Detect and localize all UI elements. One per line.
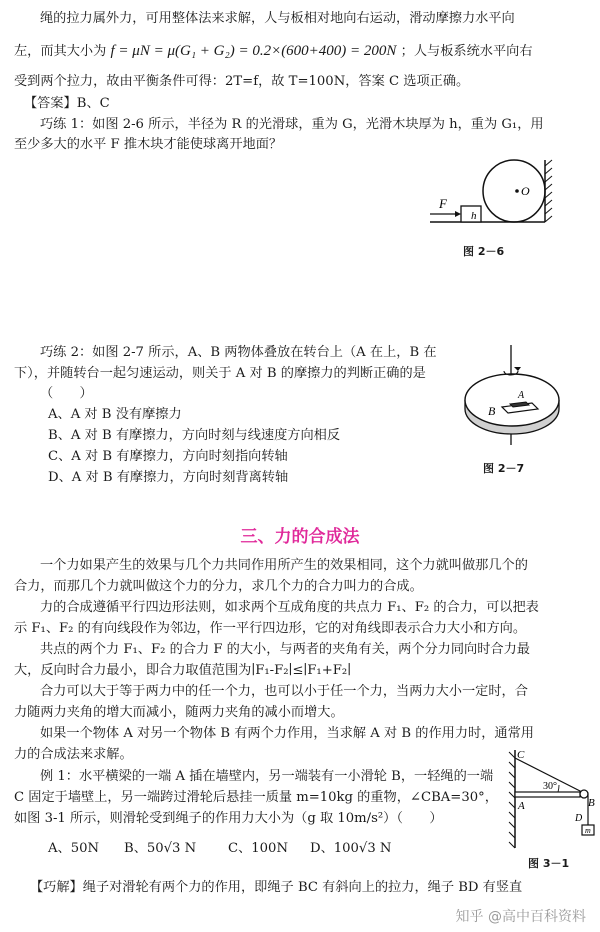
ball-circle: [483, 160, 545, 222]
paragraph-3-line-1: 共点的两个力 F₁、F₂ 的合力 F 的大小，与两者的夹角有关，两个分力同向时合力最: [40, 642, 530, 657]
force-label: F: [439, 196, 447, 211]
example1-line-2: C 固定于墙壁上，另一端跨过滑轮后悬挂一质量 m=10kg 的重物，∠CBA=30°，: [14, 790, 498, 805]
solution-line-2-post: ；人与板系统水平向右: [400, 44, 533, 59]
pulley-b: [580, 790, 588, 798]
solution-line-3: 受到两个拉力，故由平衡条件可得：2T=f，故 T=100N，答案 C 选项正确。: [14, 74, 470, 89]
exercise2-line-3: （ ）: [40, 386, 93, 401]
example1-line-1: 例 1：水平横梁的一端 A 插在墙壁内，另一端装有一小滑轮 B，一轻绳的一端: [40, 769, 494, 784]
solution-line-1: 绳的拉力属外力，可用整体法来求解，人与板相对地向右运动，滑动摩擦力水平向: [40, 11, 515, 26]
block-height-label: h: [471, 210, 477, 222]
figure-2-7-caption: 图 2－7: [483, 462, 525, 475]
paragraph-2-line-2: 示 F₁、F₂ 的有向线段作为邻边，作一平行四边形，它的对角线即表示合力大小和方向。: [14, 621, 527, 636]
hint-line: 【巧解】绳子对滑轮有两个力的作用，即绳子 BC 有斜向上的拉力，绳子 BD 有竖直: [30, 880, 523, 895]
figure-2-6-caption: 图 2－6: [463, 245, 505, 258]
answer-line: 【答案】B、C: [24, 96, 110, 111]
angle-label: 30°: [543, 781, 557, 792]
paragraph-4-line-1: 合力可以大于等于两力中的任一个力，也可以小于任一个力，当两力大小一定时，合: [40, 684, 528, 699]
paragraph-5-line-1: 如果一个物体 A 对另一个物体 B 有两个力作用，当求解 A 对 B 的作用力时，通常用: [40, 726, 534, 741]
angle-arc: [558, 785, 559, 792]
solution-line-2: [14, 42, 533, 61]
paragraph-2-line-1: 力的合成遵循平行四边形法则，如求两个互成角度的共点力 F₁、F₂ 的合力，可以把表: [40, 600, 539, 615]
example1-option-a: A、50N: [48, 841, 100, 856]
point-d-label: D: [575, 813, 583, 824]
ball-center-dot: [515, 189, 519, 193]
solution-line-2-pre: 左，而其大小为: [14, 44, 107, 59]
exercise2-line-2: 下），并随转台一起匀速运动，则关于 A 对 B 的摩擦力的判断正确的是: [14, 366, 426, 381]
exercise2-option-c: C、A 对 B 有摩擦力，方向时刻指向转轴: [48, 449, 288, 464]
paragraph-5-line-2: 力的合成法来求解。: [14, 747, 133, 762]
exercise2-line-1: 巧练 2：如图 2-7 所示，A、B 两物体叠放在转台上（A 在上，B 在: [40, 345, 437, 360]
friction-formula: f = μN = μ(G₁ + G₂) = 0.2×(600+400) = 200N: [110, 43, 397, 59]
rotation-arrowhead: [514, 367, 521, 371]
block-a-label: A: [518, 390, 525, 401]
paragraph-1-line-2: 合力，而那几个力就叫做这个力的分力，求几个力的合力叫力的合成。: [14, 579, 423, 594]
point-c-label: C: [517, 749, 525, 761]
paragraph-4-line-2: 力随两力夹角的增大而减小，随两力夹角的减小而增大。: [14, 705, 344, 720]
block-b-label: B: [488, 404, 496, 418]
ball-center-label: O: [521, 184, 530, 198]
watermark: 知乎 @高中百科资料: [455, 909, 586, 925]
figure-2-6: [425, 160, 585, 280]
exercise1-line-2: 至少多大的水平 F 推木块才能使球离开地面？: [14, 137, 283, 152]
example1-option-c: C、100N: [228, 841, 288, 856]
figure-3-1-caption: 图 3－1: [528, 857, 570, 870]
paragraph-3-line-2: 大，反向时合力最小，即合力取值范围为∣F₁-F₂∣≤∣F₁+F₂∣: [14, 663, 352, 678]
wall-hatch: [545, 160, 552, 222]
horizontal-beam: [515, 792, 580, 797]
example1-option-d: D、100√3 N: [310, 841, 392, 856]
example1-line-3: 如图 3-1 所示，则滑轮受到绳子的作用力大小为（g 取 10m/s²）（ ）: [14, 811, 443, 826]
mass-label: m: [585, 826, 591, 835]
wall-hatch-3-1: [509, 752, 515, 848]
force-arrowhead: [455, 211, 461, 217]
exercise2-option-b: B、A 对 B 有摩擦力，方向时刻与线速度方向相反: [48, 428, 341, 443]
point-b-label: B: [588, 797, 595, 809]
point-a-label: A: [518, 800, 525, 812]
exercise2-option-d: D、A 对 B 有摩擦力，方向时刻背离转轴: [48, 470, 289, 485]
figure-2-7: [460, 345, 580, 455]
paragraph-1-line-1: 一个力如果产生的效果与几个力共同作用所产生的效果相同，这个力就叫做那几个的: [40, 558, 528, 573]
turntable-top: [465, 374, 559, 426]
exercise2-option-a: A、A 对 B 没有摩擦力: [48, 407, 182, 422]
example1-option-b: B、50√3 N: [124, 841, 197, 856]
section-title: 三、力的合成法: [240, 527, 360, 547]
exercise1-line-1: 巧练 1：如图 2-6 所示，半径为 R 的光滑球，重为 G，光滑木块厚为 h，重为 G₁，用: [40, 117, 544, 132]
figure-3-1: [506, 748, 596, 850]
